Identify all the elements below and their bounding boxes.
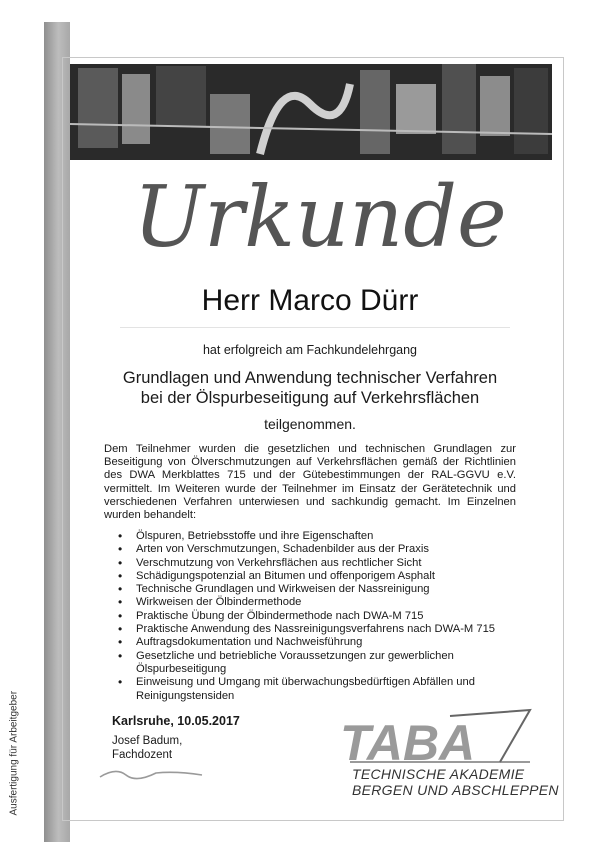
side-note — [2, 680, 22, 820]
signature-scribble — [96, 763, 206, 783]
logo-line2: BERGEN UND ABSCHLEPPEN — [352, 782, 559, 798]
list-item: • Schädigungspotenzial an Bitumen und offenporigem Asphalt — [104, 570, 524, 583]
description-paragraph: Dem Teilnehmer wurden die gesetzlichen und technischen Grundlagen zur Beseitigung von Ölverschmutzungen auf Verkehrsflächen gemäß der Richtlinien des DWA Merkblattes 715 und der Gütebestimmungen der RAL-GGVU e.V. vermittelt. Im Weiteren wurde der Teilnehmer im Einsatz der Gerätetechnik und verschiedenen Verfahren unterwiesen und sachkundig gemacht. Im Einzelnen wurden behandelt: — [104, 443, 516, 522]
signer-role: Fachdozent — [112, 749, 173, 761]
recipient-name: Herr Marco Dürr — [201, 284, 419, 317]
list-item: • Arten von Verschmutzungen, Schadenbilder aus der Praxis — [104, 543, 524, 556]
list-item: • Verschmutzung von Verkehrsflächen aus rechtlicher Sicht — [104, 557, 524, 570]
logo-line1: TECHNISCHE AKADEMIE — [352, 766, 525, 782]
list-item: • Praktische Übung der Ölbindermethode nach DWA-M 715 — [104, 610, 524, 623]
course-title-line1: Grundlagen und Anwendung technischer Verfahren — [122, 369, 498, 387]
list-item: • Gesetzliche und betriebliche Voraussetzungen zur gewerblichen Ölspurbeseitigung — [104, 650, 524, 677]
list-item: • Auftragsdokumentation und Nachweisführung — [104, 636, 524, 649]
logo-mark-text: TABA — [340, 715, 476, 771]
list-item: • Einweisung und Umgang mit überwachungsbedürftigen Abfällen und Reinigungstensiden — [104, 676, 524, 703]
title-lettering — [120, 150, 520, 260]
divider — [120, 327, 510, 328]
signer-name: Josef Badum, — [112, 735, 183, 747]
side-note-text: Ausfertigung für Arbeitgeber — [8, 690, 20, 816]
place-date: Karlsruhe, 10.05.2017 — [112, 714, 240, 728]
course-title-line2: bei der Ölspurbeseitigung auf Verkehrsflächen — [140, 389, 480, 407]
list-item: • Technische Grundlagen und Wirkweisen der Nassreinigung — [104, 583, 524, 596]
title-text: Urkunde — [133, 168, 507, 260]
intro-line: hat erfolgreich am Fachkundelehrgang — [202, 343, 418, 357]
participated-line: teilgenommen. — [264, 416, 356, 432]
list-item: • Praktische Anwendung des Nassreinigungsverfahrens nach DWA-M 715 — [104, 623, 524, 636]
header-photo-collage — [70, 64, 552, 160]
course-title — [70, 368, 550, 408]
topics-list — [104, 530, 524, 703]
list-item: • Wirkweisen der Ölbindermethode — [104, 596, 524, 609]
list-item: • Ölspuren, Betriebsstoffe und ihre Eigenschaften — [104, 530, 524, 543]
